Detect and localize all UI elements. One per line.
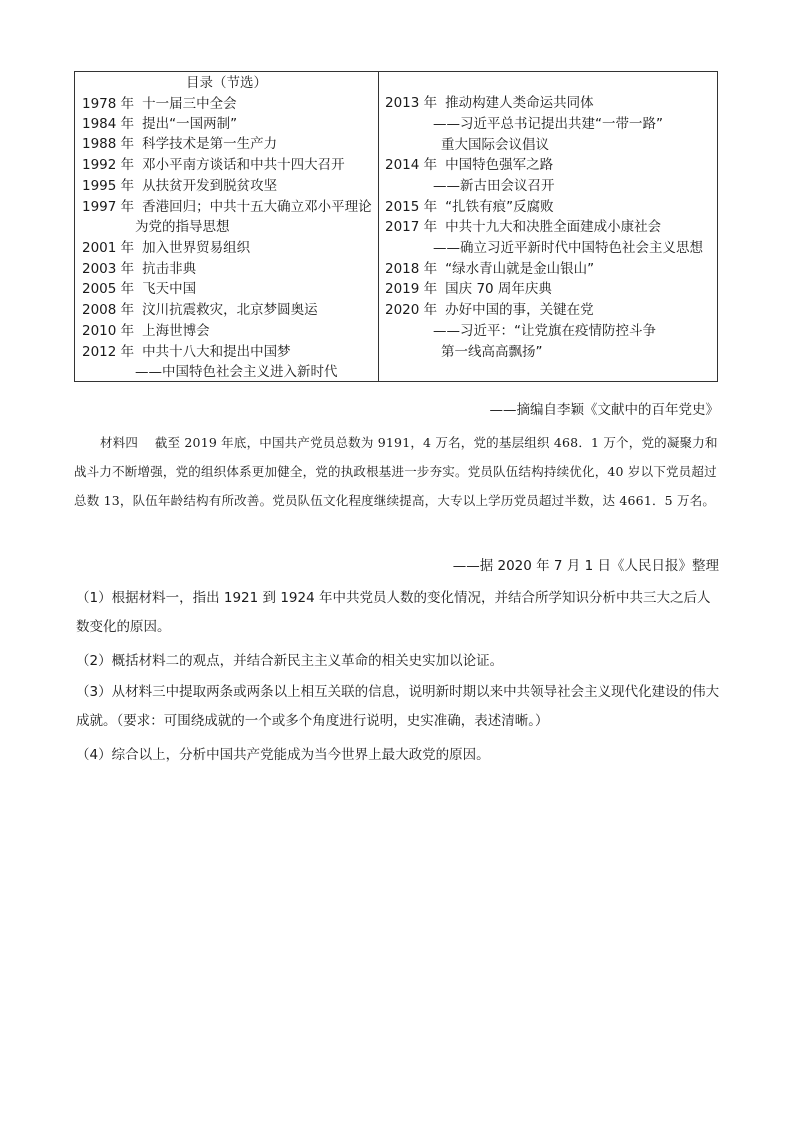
toc-entry: 2010 年 上海世博会 [82,323,210,339]
material-four [74,428,720,515]
toc-entry: 2020 年 办好中国的事，关键在党 [385,302,594,318]
toc-entry: 1988 年 科学技术是第一生产力 [82,136,278,152]
toc-entry: 2017 年 中共十九大和决胜全面建成小康社会 [385,219,662,235]
toc-entry: 1995 年 从扶贫开发到脱贫攻坚 [82,178,278,194]
material-text: 截至 2019 年底，中国共产党员总数为 9191，4 万名，党的基层组织 468．1 万个，党的凝聚力和战斗力不断增强，党的组织体系更加健全，党的执政根基进一步夯实。党员队伍结构持续优化，40 岁以下党员超过总数 13，队伍年龄结构有所改善。党员队伍文化程度继续提高，大专以上学历党员超过半数，达 4661．5 万名。 [74,435,718,508]
question-4: （4）综合以上，分析中国共产党能成为当今世界上最大政党的原因。 [76,747,490,763]
toc-entry: 2001 年 加入世界贸易组织 [82,240,251,256]
question-1: （1）根据材料一，指出 1921 到 1924 年中共党员人数的变化情况，并结合所学知识分析中共三大之后人数变化的原因。 [76,590,711,635]
toc-entry: 1992 年 邓小平南方谈话和中共十四大召开 [82,157,345,173]
toc-entry: 2014 年 中国特色强军之路 [385,157,554,173]
source-citation: ——摘编自李颖《文献中的百年党史》 [489,402,719,418]
toc-entry: 2012 年 中共十八大和提出中国梦 [82,344,291,360]
toc-entry: 2015 年 “扎铁有痕”反腐败 [385,199,554,215]
toc-table [74,71,718,382]
toc-entry-continuation: ——习近平：“让党旗在疫情防控斗争 [433,323,656,339]
toc-entry: 1978 年 十一届三中全会 [82,96,237,112]
toc-left-column [75,72,379,381]
source-citation: ——据 2020 年 7 月 1 日《人民日报》整理 [452,558,719,574]
toc-entry-continuation: 重大国际会议倡议 [441,137,549,153]
toc-right-column [379,72,717,381]
toc-entry-continuation: 第一线高高飘扬” [441,344,543,360]
toc-entry: 1997 年 香港回归；中共十五大确立邓小平理论 [82,199,372,215]
question-2: （2）概括材料二的观点，并结合新民主主义革命的相关史实加以论证。 [76,653,504,669]
toc-entry-continuation: ——确立习近平新时代中国特色社会主义思想 [433,240,703,256]
toc-entry: 2005 年 飞天中国 [82,281,197,297]
toc-entry: 1984 年 提出“一国两制” [82,116,238,132]
toc-entry-continuation: ——习近平总书记提出共建“一带一路” [433,116,663,132]
material-label: 材料四 [100,435,139,450]
toc-entry-continuation: 为党的指导思想 [135,219,230,235]
toc-entry: 2013 年 推动构建人类命运共同体 [385,95,594,111]
toc-entry: 2003 年 抗击非典 [82,261,197,277]
toc-title: 目录（节选） [186,75,267,91]
question-3: （3）从材料三中提取两条或两条以上相互关联的信息，说明新时期以来中共领导社会主义现代化建设的伟大成就。（要求：可围绕成就的一个或多个角度进行说明，史实准确，表述清晰。） [76,684,720,729]
toc-entry-continuation: ——新古田会议召开 [433,178,555,194]
toc-entry: 2019 年 国庆 70 周年庆典 [385,281,552,297]
toc-entry: 2008 年 汶川抗震救灾，北京梦圆奥运 [82,302,318,318]
toc-entry-continuation: ——中国特色社会主义进入新时代 [135,364,338,380]
toc-entry: 2018 年 “绿水青山就是金山银山” [385,261,595,277]
